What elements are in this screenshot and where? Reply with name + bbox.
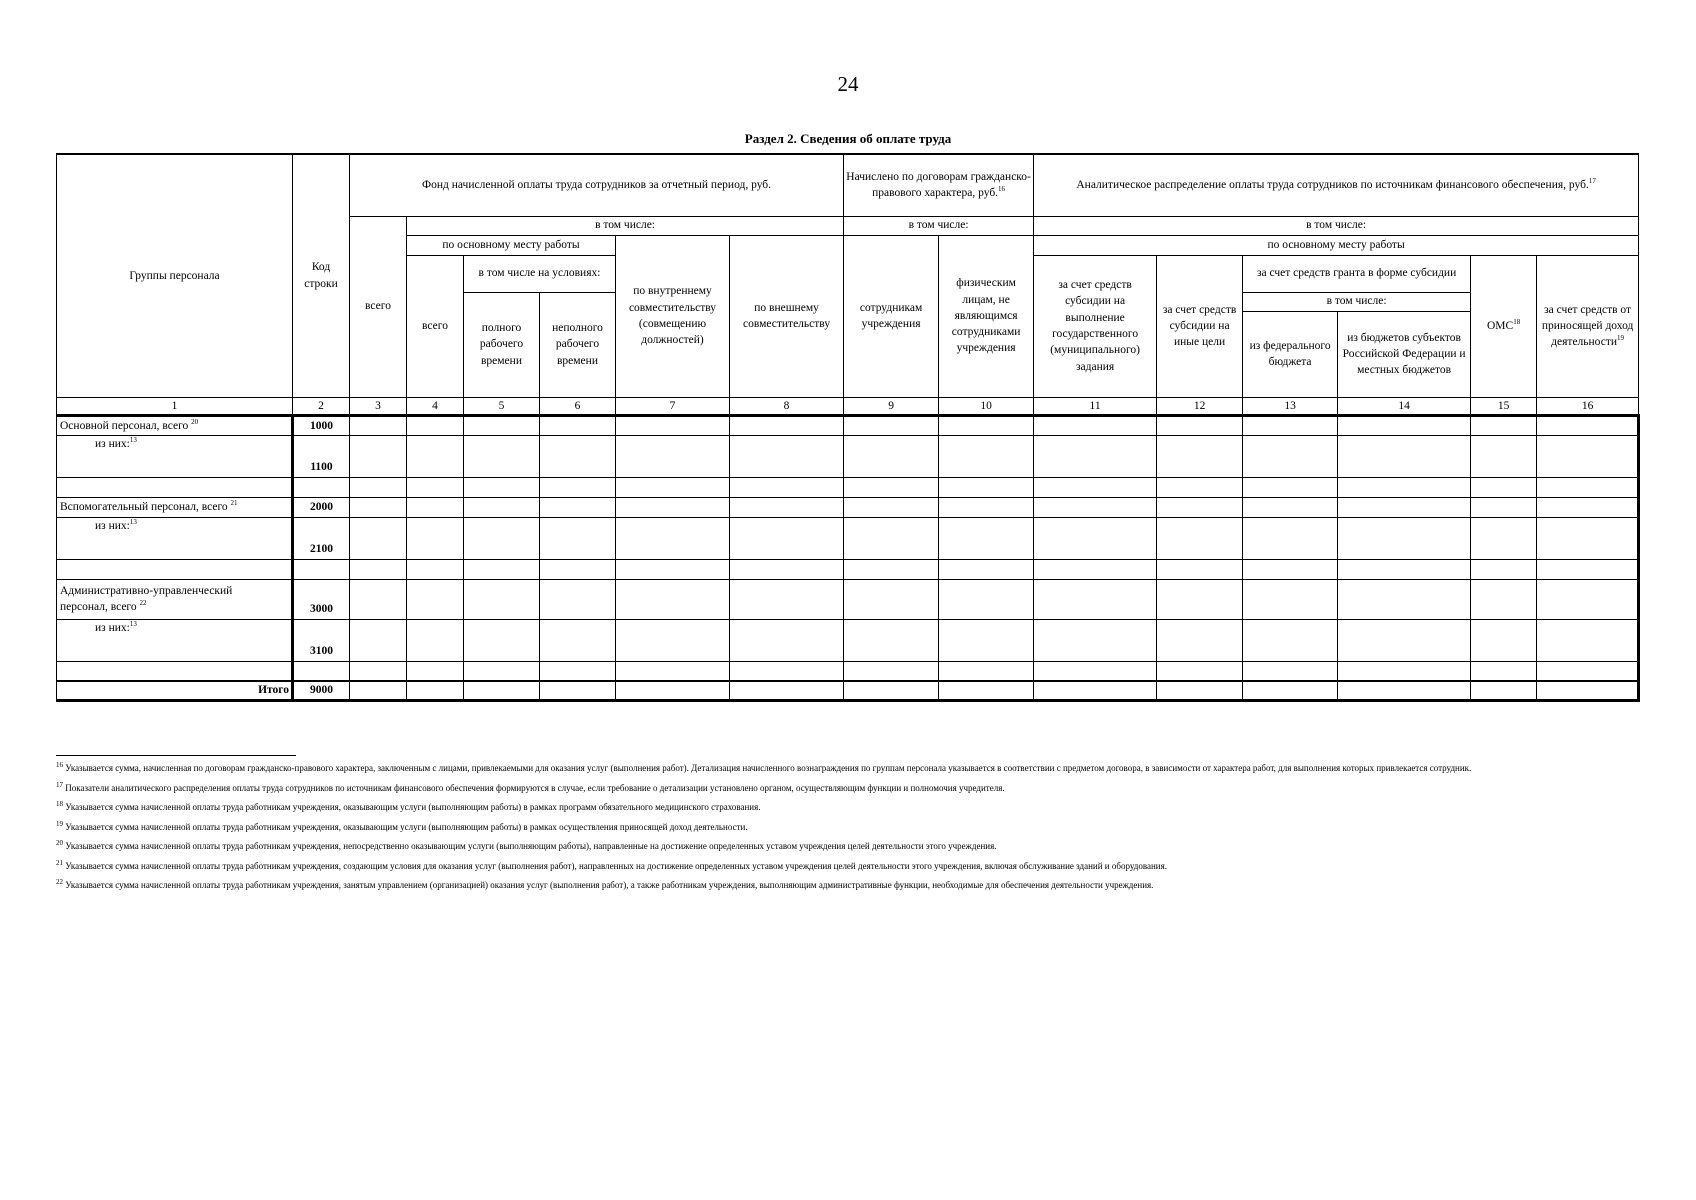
input-cell[interactable] <box>1243 517 1338 559</box>
wage-table <box>56 153 1640 702</box>
table-row <box>57 579 1639 619</box>
input-cell[interactable] <box>844 477 939 497</box>
column-number: 11 <box>1034 397 1157 415</box>
input-cell[interactable] <box>1338 517 1471 559</box>
column-number: 6 <box>540 397 616 415</box>
input-cell[interactable] <box>939 579 1034 619</box>
footnote-16: $^{16}$ Указывается сумма, начисленная по договорам гражданско-правового характера, заключенным с лицами, привлекаемыми для оказания услуг (выполнения работ). Детализация начисленного вознаграждения по группам персонала указывается в соответствии с предметом договора, в зависимости от характера работ, для выполнения которых привлекается сотрудник. <box>56 761 1472 773</box>
header-fund-incl: в том числе: <box>407 216 844 235</box>
input-cell[interactable] <box>350 435 407 477</box>
input-cell[interactable] <box>616 661 730 681</box>
input-cell[interactable] <box>730 559 844 579</box>
row-label-total: Итого <box>57 681 293 700</box>
row-label-blank <box>57 477 293 497</box>
input-cell[interactable] <box>1034 681 1157 700</box>
input-cell[interactable] <box>1243 579 1338 619</box>
input-cell[interactable] <box>1537 559 1639 579</box>
page-number: 24 <box>837 72 859 96</box>
input-cell[interactable] <box>1034 619 1157 661</box>
input-cell[interactable] <box>1243 415 1338 435</box>
header-subsidy-state: за счет средств субсидии на выполнение государственного (муниципального) задания <box>1034 255 1157 397</box>
header-civil-incl: в том числе: <box>844 216 1034 235</box>
input-cell[interactable] <box>464 435 540 477</box>
input-cell[interactable] <box>1471 579 1537 619</box>
input-cell[interactable] <box>540 619 616 661</box>
input-cell[interactable] <box>1471 497 1537 517</box>
footnote-19: $^{19}$ Указывается сумма начисленной оплаты труда работникам учреждения, оказывающим услуги (выполняющим работы) в рамках осуществления приносящей доход деятельности. <box>56 819 748 832</box>
input-cell[interactable] <box>1537 435 1639 477</box>
input-cell[interactable] <box>1471 619 1537 661</box>
input-cell[interactable] <box>1338 415 1471 435</box>
column-number: 13 <box>1243 397 1338 415</box>
input-cell[interactable] <box>1537 579 1639 619</box>
header-external: по внешнему совместительству <box>730 235 844 397</box>
header-groups: Группы персонала <box>57 154 293 397</box>
input-cell[interactable] <box>1157 619 1243 661</box>
column-number: 3 <box>350 397 407 415</box>
row-label-main: Основной персонал, всего $^{20}$ <box>57 415 293 435</box>
input-cell[interactable] <box>1537 619 1639 661</box>
column-number: 15 <box>1471 397 1537 415</box>
column-number: 9 <box>844 397 939 415</box>
input-cell[interactable] <box>1471 661 1537 681</box>
table-row <box>57 661 1639 681</box>
row-code <box>293 661 350 681</box>
header-subsidy-other: за счет средств субсидии на иные цели <box>1157 255 1243 397</box>
header-code: Код строки <box>293 154 350 397</box>
input-cell[interactable] <box>464 517 540 559</box>
input-cell[interactable] <box>844 661 939 681</box>
input-cell[interactable] <box>1338 477 1471 497</box>
input-cell[interactable] <box>939 517 1034 559</box>
column-number: 8 <box>730 397 844 415</box>
input-cell[interactable] <box>1537 497 1639 517</box>
row-label-of-them: из них:$^{13}$ <box>57 517 293 559</box>
input-cell[interactable] <box>1537 477 1639 497</box>
input-cell[interactable] <box>540 579 616 619</box>
input-cell[interactable] <box>350 497 407 517</box>
row-code <box>293 559 350 579</box>
row-label-of-them: из них:$^{13}$ <box>57 435 293 477</box>
input-cell[interactable] <box>1537 661 1639 681</box>
row-code: 2100 <box>293 517 350 559</box>
input-cell[interactable] <box>939 477 1034 497</box>
footnote-20: $^{20}$ Указывается сумма начисленной оплаты труда работникам учреждения, непосредственно оказывающим услуги (выполняющим работы), направленные на достижение определенных уставом учреждения целей деятельности этого учреждения. <box>56 839 997 851</box>
row-label-blank <box>57 661 293 681</box>
input-cell[interactable] <box>1471 415 1537 435</box>
header-analytic: Аналитическое распределение оплаты труда сотрудников по источникам финансового обеспечения, руб.$^{17}$ <box>1034 154 1639 216</box>
input-cell[interactable] <box>730 579 844 619</box>
input-cell[interactable] <box>350 579 407 619</box>
input-cell[interactable] <box>540 681 616 700</box>
input-cell[interactable] <box>939 559 1034 579</box>
input-cell[interactable] <box>464 579 540 619</box>
input-cell[interactable] <box>407 661 464 681</box>
input-cell[interactable] <box>730 681 844 700</box>
footnotes <box>56 760 1576 897</box>
input-cell[interactable] <box>1471 517 1537 559</box>
column-number: 12 <box>1157 397 1243 415</box>
input-cell[interactable] <box>616 497 730 517</box>
input-cell[interactable] <box>939 661 1034 681</box>
header-internal: по внутреннему совместительству (совмещению должностей) <box>616 235 730 397</box>
input-cell[interactable] <box>844 619 939 661</box>
input-cell[interactable] <box>1338 559 1471 579</box>
input-cell[interactable] <box>540 559 616 579</box>
input-cell[interactable] <box>939 415 1034 435</box>
header-main-place: по основному месту работы <box>407 235 616 255</box>
footnote-22: $^{22}$ Указывается сумма начисленной оплаты труда работникам учреждения, занятым управлением (организацией) оказания услуг (выполнения работ), а также работникам учреждения, выполняющим административные функции, необходимые для обеспечения деятельности учреждения. <box>56 878 1154 890</box>
input-cell[interactable] <box>1471 559 1537 579</box>
input-cell[interactable] <box>616 559 730 579</box>
input-cell[interactable] <box>1034 559 1157 579</box>
table-row-total <box>57 681 1639 700</box>
input-cell[interactable] <box>1157 681 1243 700</box>
input-cell[interactable] <box>464 477 540 497</box>
input-cell[interactable] <box>616 477 730 497</box>
input-cell[interactable] <box>1157 415 1243 435</box>
input-cell[interactable] <box>540 517 616 559</box>
input-cell[interactable] <box>1243 661 1338 681</box>
input-cell[interactable] <box>1338 435 1471 477</box>
input-cell[interactable] <box>616 681 730 700</box>
table-row <box>57 435 1639 477</box>
input-cell[interactable] <box>616 435 730 477</box>
input-cell[interactable] <box>1243 477 1338 497</box>
input-cell[interactable] <box>730 517 844 559</box>
input-cell[interactable] <box>1157 517 1243 559</box>
header-main-total: всего <box>407 255 464 397</box>
input-cell[interactable] <box>616 579 730 619</box>
input-cell[interactable] <box>407 559 464 579</box>
input-cell[interactable] <box>1157 497 1243 517</box>
input-cell[interactable] <box>730 435 844 477</box>
input-cell[interactable] <box>730 477 844 497</box>
header-income: за счет средств от приносящей доход деятельности$^{19}$ <box>1537 255 1639 397</box>
input-cell[interactable] <box>730 661 844 681</box>
input-cell[interactable] <box>350 681 407 700</box>
row-label-admin: Административно-управленческий персонал, всего $^{22}$ <box>57 579 293 619</box>
input-cell[interactable] <box>407 497 464 517</box>
input-cell[interactable] <box>844 435 939 477</box>
header-analytic-main-place: по основному месту работы <box>1034 235 1639 255</box>
table-row <box>57 517 1639 559</box>
input-cell[interactable] <box>730 619 844 661</box>
column-number: 7 <box>616 397 730 415</box>
input-cell[interactable] <box>939 497 1034 517</box>
row-code: 1000 <box>293 415 350 435</box>
row-code: 3100 <box>293 619 350 661</box>
input-cell[interactable] <box>1537 517 1639 559</box>
input-cell[interactable] <box>540 661 616 681</box>
input-cell[interactable] <box>939 619 1034 661</box>
section-title: Раздел 2. Сведения об оплате труда <box>744 131 952 146</box>
column-number: 16 <box>1537 397 1639 415</box>
input-cell[interactable] <box>730 497 844 517</box>
input-cell[interactable] <box>464 559 540 579</box>
input-cell[interactable] <box>1338 497 1471 517</box>
header-regional: из бюджетов субъектов Российской Федерации и местных бюджетов <box>1338 311 1471 397</box>
header-analytic-incl: в том числе: <box>1034 216 1639 235</box>
header-civil: Начислено по договорам гражданско-правового характера, руб.$^{16}$ <box>844 154 1034 216</box>
input-cell[interactable] <box>464 497 540 517</box>
input-cell[interactable] <box>350 661 407 681</box>
row-code <box>293 477 350 497</box>
footnote-rule <box>56 755 296 756</box>
input-cell[interactable] <box>1157 435 1243 477</box>
input-cell[interactable] <box>540 435 616 477</box>
input-cell[interactable] <box>1243 435 1338 477</box>
input-cell[interactable] <box>464 415 540 435</box>
input-cell[interactable] <box>1157 661 1243 681</box>
header-part-time: неполного рабочего времени <box>540 292 616 397</box>
input-cell[interactable] <box>350 415 407 435</box>
input-cell[interactable] <box>464 681 540 700</box>
row-label-aux: Вспомогательный персонал, всего $^{21}$ <box>57 497 293 517</box>
input-cell[interactable] <box>1243 497 1338 517</box>
input-cell[interactable] <box>1471 681 1537 700</box>
input-cell[interactable] <box>1157 559 1243 579</box>
table-row <box>57 619 1639 661</box>
table-row <box>57 559 1639 579</box>
input-cell[interactable] <box>1537 681 1639 700</box>
footnote-18: $^{18}$ Указывается сумма начисленной оплаты труда работникам учреждения, оказывающим услуги (выполняющим работы) в рамках программ обязательного медицинского страхования. <box>56 800 761 812</box>
input-cell[interactable] <box>407 415 464 435</box>
column-number: 14 <box>1338 397 1471 415</box>
input-cell[interactable] <box>1243 681 1338 700</box>
footnote-17: $^{17}$ Показатели аналитического распределения оплаты труда сотрудников по источникам финансового обеспечения формируются в случае, если требование о детализации установлено органом, осуществляющим функции и полномочия учредителя. <box>56 780 1005 793</box>
input-cell[interactable] <box>1338 579 1471 619</box>
input-cell[interactable] <box>1537 415 1639 435</box>
column-number: 2 <box>293 397 350 415</box>
row-code: 2000 <box>293 497 350 517</box>
input-cell[interactable] <box>1034 661 1157 681</box>
input-cell[interactable] <box>1338 619 1471 661</box>
input-cell[interactable] <box>1338 681 1471 700</box>
input-cell[interactable] <box>1471 435 1537 477</box>
input-cell[interactable] <box>407 435 464 477</box>
input-cell[interactable] <box>616 415 730 435</box>
input-cell[interactable] <box>407 517 464 559</box>
input-cell[interactable] <box>1243 559 1338 579</box>
header-grant-incl: в том числе: <box>1243 292 1471 311</box>
input-cell[interactable] <box>350 619 407 661</box>
input-cell[interactable] <box>1243 619 1338 661</box>
input-cell[interactable] <box>407 579 464 619</box>
footnote-21: $^{21}$ Указывается сумма начисленной оплаты труда работникам учреждения, создающим условия для оказания услуг (выполнения работ), направленных на достижение определенных уставом учреждения целей деятельности этого учреждения, включая обслуживание зданий и оборудования. <box>56 858 1167 871</box>
row-code: 1100 <box>293 435 350 477</box>
input-cell[interactable] <box>407 619 464 661</box>
header-oms: ОМС$^{18}$ <box>1471 255 1537 397</box>
input-cell[interactable] <box>1034 435 1157 477</box>
input-cell[interactable] <box>1471 477 1537 497</box>
header-employees: сотрудникам учреждения <box>844 235 939 397</box>
table-row <box>57 497 1639 517</box>
table-row <box>57 477 1639 497</box>
column-number: 4 <box>407 397 464 415</box>
input-cell[interactable] <box>616 619 730 661</box>
input-cell[interactable] <box>407 477 464 497</box>
header-full-time: полного рабочего времени <box>464 292 540 397</box>
header-individuals: физическим лицам, не являющимся сотрудниками учреждения <box>939 235 1034 397</box>
header-incl-conditions: в том числе на условиях: <box>464 255 616 292</box>
input-cell[interactable] <box>844 517 939 559</box>
input-cell[interactable] <box>844 579 939 619</box>
column-number: 10 <box>939 397 1034 415</box>
column-number: 1 <box>57 397 293 415</box>
input-cell[interactable] <box>464 619 540 661</box>
input-cell[interactable] <box>730 415 844 435</box>
input-cell[interactable] <box>1034 497 1157 517</box>
table-row <box>57 415 1639 435</box>
input-cell[interactable] <box>844 497 939 517</box>
input-cell[interactable] <box>844 559 939 579</box>
input-cell[interactable] <box>1034 415 1157 435</box>
row-label-of-them: из них:$^{13}$ <box>57 619 293 661</box>
input-cell[interactable] <box>1034 517 1157 559</box>
input-cell[interactable] <box>350 477 407 497</box>
input-cell[interactable] <box>540 415 616 435</box>
input-cell[interactable] <box>844 681 939 700</box>
input-cell[interactable] <box>1034 477 1157 497</box>
header-fund-total: всего <box>350 216 407 397</box>
input-cell[interactable] <box>407 681 464 700</box>
input-cell[interactable] <box>1034 579 1157 619</box>
input-cell[interactable] <box>844 415 939 435</box>
row-code: 3000 <box>293 579 350 619</box>
header-federal: из федерального бюджета <box>1243 311 1338 397</box>
input-cell[interactable] <box>540 497 616 517</box>
input-cell[interactable] <box>1157 579 1243 619</box>
input-cell[interactable] <box>464 661 540 681</box>
input-cell[interactable] <box>350 517 407 559</box>
header-grant: за счет средств гранта в форме субсидии <box>1243 255 1471 292</box>
row-code: 9000 <box>293 681 350 700</box>
input-cell[interactable] <box>939 681 1034 700</box>
row-label-blank <box>57 559 293 579</box>
input-cell[interactable] <box>350 559 407 579</box>
column-number: 5 <box>464 397 540 415</box>
header-fund: Фонд начисленной оплаты труда сотрудников за отчетный период, руб. <box>350 154 844 216</box>
input-cell[interactable] <box>1157 477 1243 497</box>
input-cell[interactable] <box>939 435 1034 477</box>
input-cell[interactable] <box>540 477 616 497</box>
input-cell[interactable] <box>616 517 730 559</box>
input-cell[interactable] <box>1338 661 1471 681</box>
